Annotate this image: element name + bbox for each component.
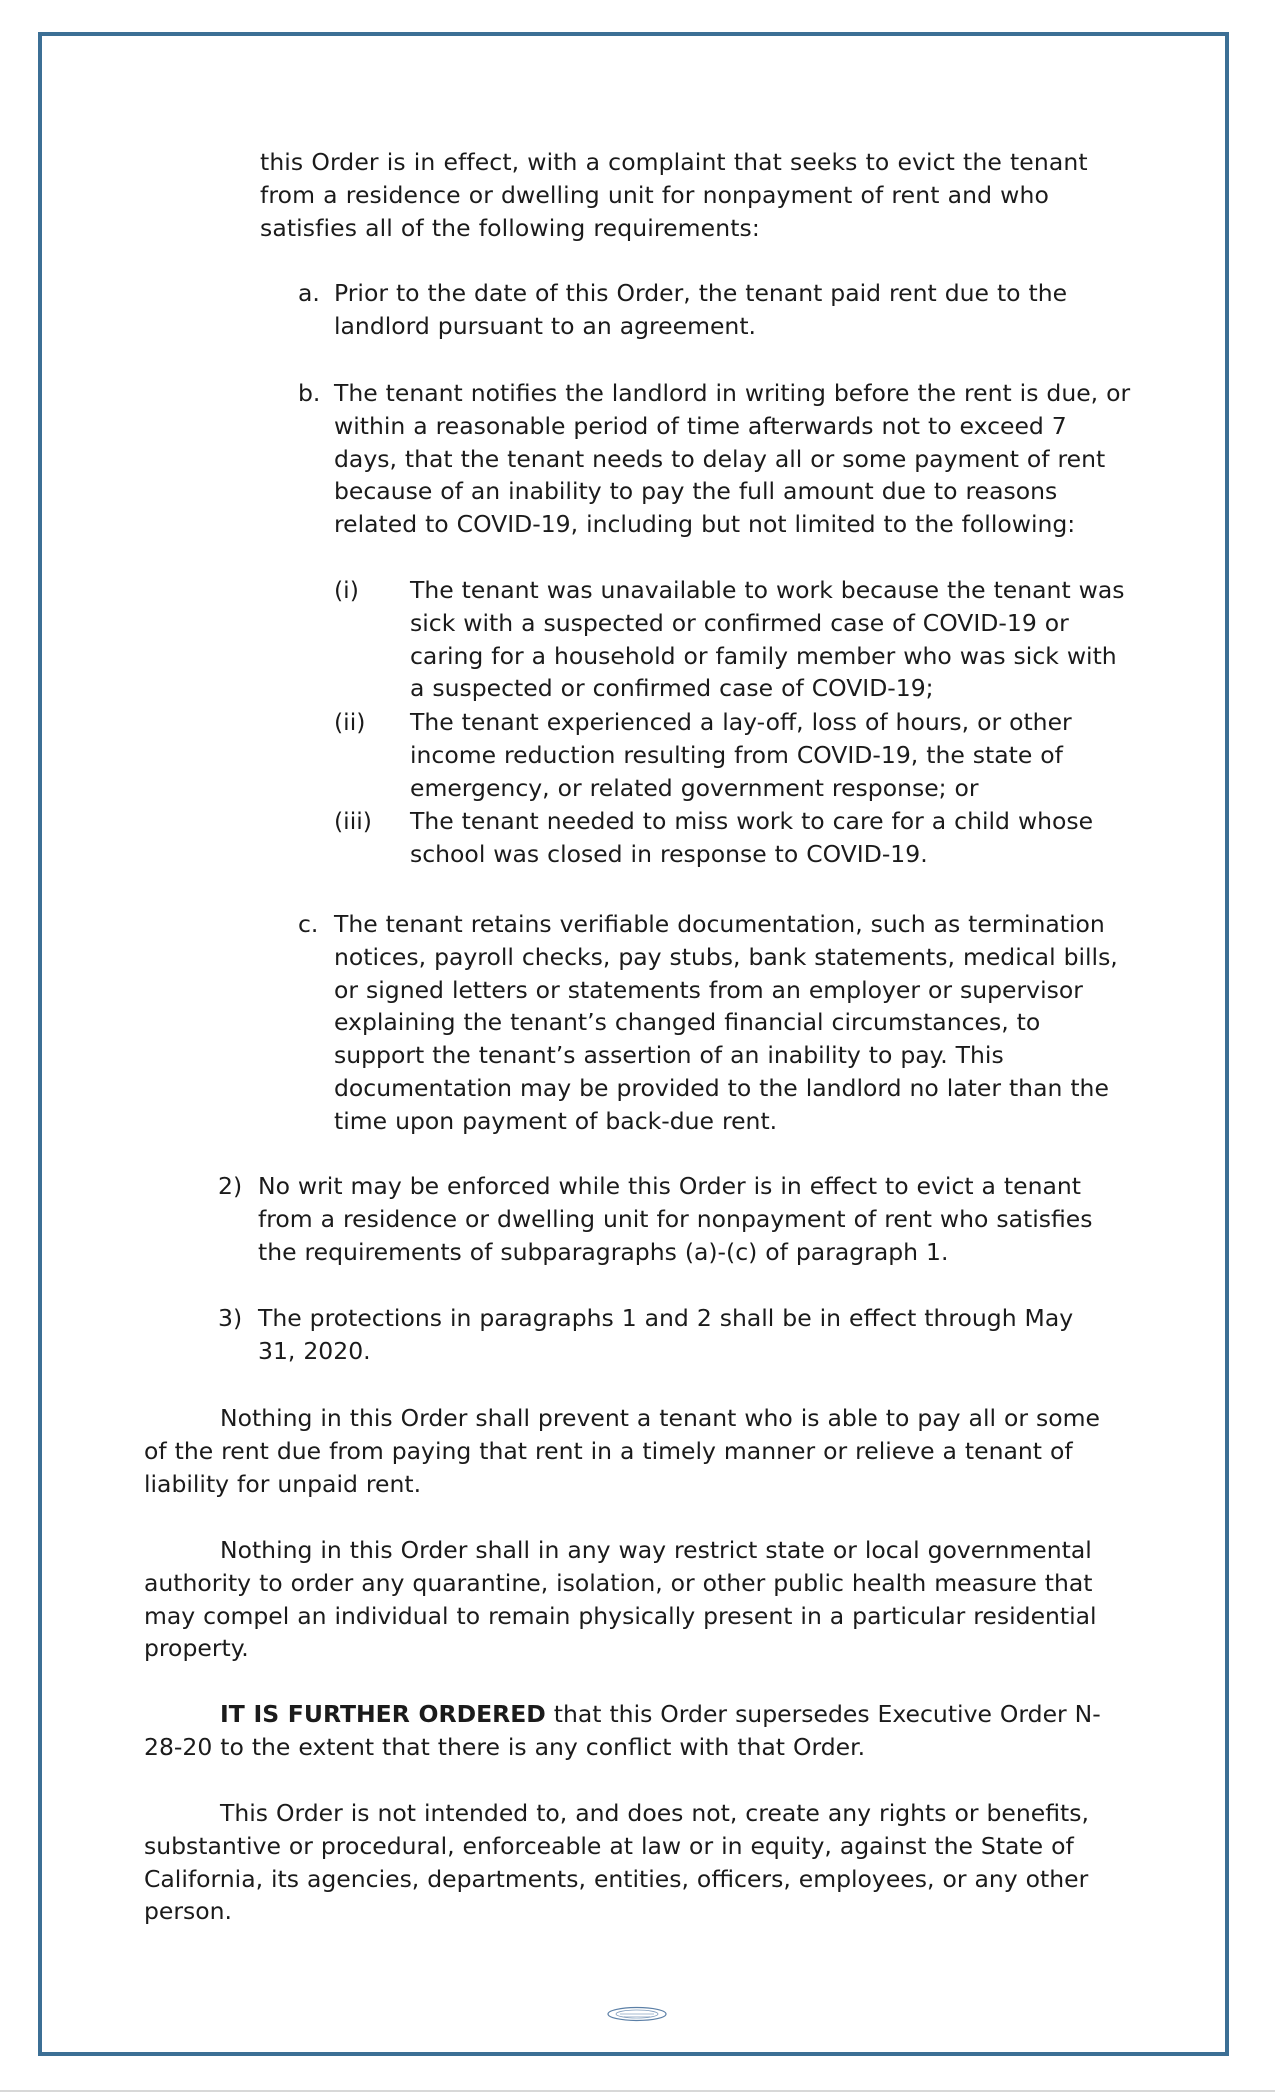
subparagraph-c-label: c. xyxy=(298,910,319,938)
further-ordered-lead: IT IS FURTHER ORDERED xyxy=(220,1700,546,1728)
further-ordered-text: that this Order supersedes Executive Order N-28-20 to the extent that there is any conflict with that Order. xyxy=(144,1700,1101,1761)
roman-item-i-text: The tenant was unavailable to work because the tenant was sick with a suspected or confirmed case of COVID-19 or caring for a household or family member who was sick with a suspected or confirmed case of COVID-19; xyxy=(410,576,1125,703)
state-seal-icon xyxy=(606,2006,668,2022)
body-paragraph-tenant-payment: Nothing in this Order shall prevent a tenant who is able to pay all or some of the rent due from paying that rent in a timely manner or relieve a tenant of liability for unpaid rent. xyxy=(144,1404,1100,1498)
roman-item-iii-text: The tenant needed to miss work to care for a child whose school was closed in response to COVID-19. xyxy=(410,807,1094,868)
numbered-item-2-label: 2) xyxy=(218,1172,243,1200)
body-paragraph-public-health: Nothing in this Order shall in any way restrict state or local governmental authority to order any quarantine, isolation, or other public health measure that may compel an individual to remain physically present in a particular residential property. xyxy=(144,1536,1097,1663)
roman-item-ii-text: The tenant experienced a lay-off, loss of hours, or other income reduction resulting from COVID-19, the state of emergency, or related government response; or xyxy=(410,708,1072,802)
numbered-item-2-text: No writ may be enforced while this Order is in effect to evict a tenant from a residence or dwelling unit for nonpayment of rent who satisfies the requirements of subparagraphs (a)-(c) of paragraph 1. xyxy=(258,1172,1093,1266)
subparagraph-b-label: b. xyxy=(298,379,321,407)
roman-item-i-label: (i) xyxy=(334,576,359,604)
body-paragraph-further-ordered xyxy=(144,1698,1124,1764)
subparagraph-a-text: Prior to the date of this Order, the tenant paid rent due to the landlord pursuant to an agreement. xyxy=(334,279,1068,340)
page-bottom-rule xyxy=(0,2090,1275,2092)
numbered-item-3-text: The protections in paragraphs 1 and 2 shall be in effect through May 31, 2020. xyxy=(258,1304,1074,1365)
numbered-item-3-label: 3) xyxy=(218,1304,243,1332)
subparagraph-a-label: a. xyxy=(298,279,320,307)
subparagraph-b-text: The tenant notifies the landlord in writing before the rent is due, or within a reasonable period of time afterwards not to exceed 7 days, that the tenant needs to delay all or some payment of rent because of an inability to pay the full amount due to reasons related to COVID-19, including but not limited to the following: xyxy=(334,379,1131,539)
roman-item-ii-label: (ii) xyxy=(334,708,366,736)
roman-item-iii-label: (iii) xyxy=(334,807,372,835)
subparagraph-c-text: The tenant retains verifiable documentation, such as termination notices, payroll checks, pay stubs, bank statements, medical bills, or signed letters or statements from an employer or supervisor explaining the tenant’s changed financial circumstances, to support the tenant’s assertion of an inability to pay. This documentation may be provided to the landlord no later than the time upon payment of back-due rent. xyxy=(334,910,1118,1135)
body-paragraph-no-rights: This Order is not intended to, and does not, create any rights or benefits, substantive or procedural, enforceable at law or in equity, against the State of California, its agencies, departments, entities, officers, employees, or any other person. xyxy=(144,1799,1089,1926)
opening-paragraph: this Order is in effect, with a complaint that seeks to evict the tenant from a residence or dwelling unit for nonpayment of rent and who satisfies all of the following requirements: xyxy=(260,148,1088,242)
